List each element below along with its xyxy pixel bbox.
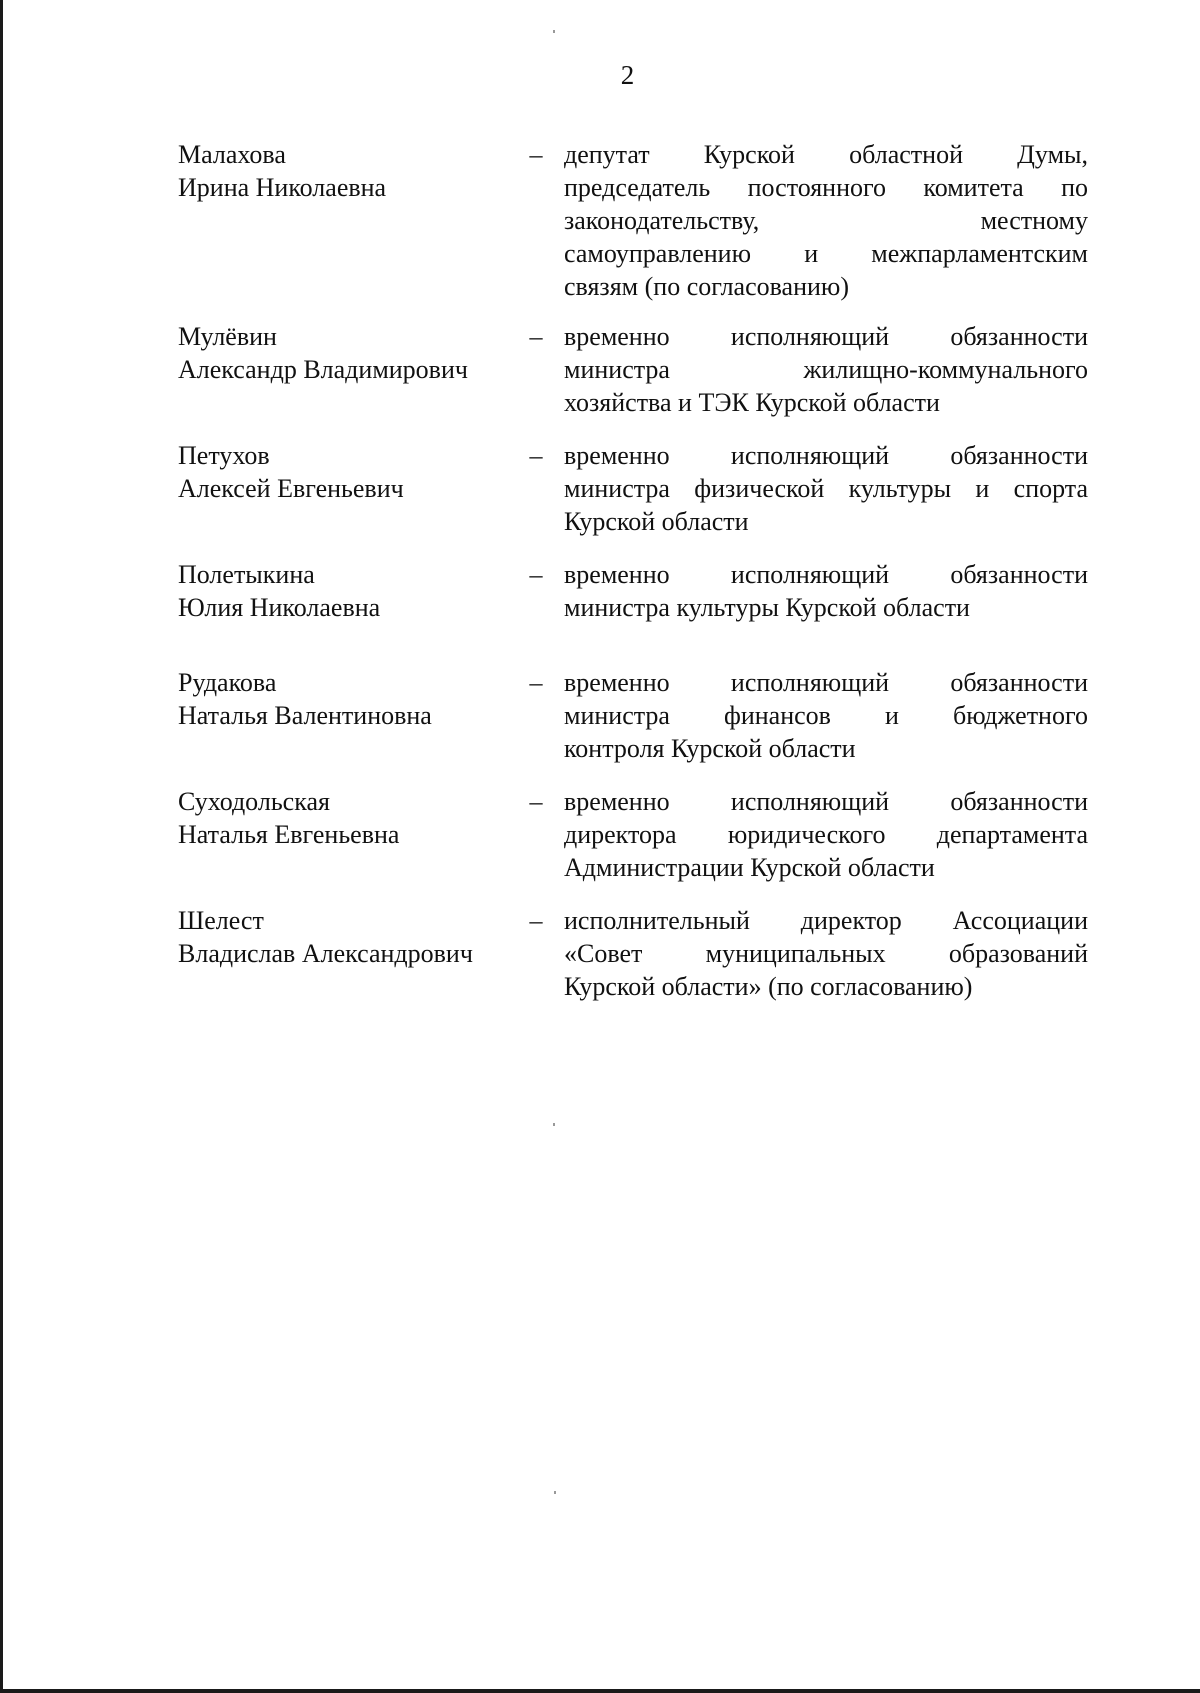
member-role-line: исполнительный директор Ассоциации: [564, 906, 1088, 935]
member-role-line: хозяйства и ТЭК Курской области: [564, 388, 940, 417]
member-dash: –: [529, 668, 543, 697]
member-given-names: Алексей Евгеньевич: [178, 474, 404, 503]
member-role: [564, 558, 1088, 624]
scan-speck: [553, 30, 555, 33]
member-role-line: связям (по согласованию): [564, 272, 850, 301]
member-role-line: временно исполняющий обязанности: [564, 560, 1088, 589]
member-name: [178, 785, 518, 851]
member-name: [178, 666, 518, 732]
member-surname: Малахова: [178, 140, 286, 169]
member-given-names: Наталья Валентиновна: [178, 701, 432, 730]
member-given-names: Александр Владимирович: [178, 355, 468, 384]
member-role: [564, 320, 1088, 419]
member-dash: –: [529, 560, 543, 589]
member-surname: Шелест: [178, 906, 264, 935]
member-name: [178, 138, 518, 204]
member-given-names: Юлия Николаевна: [178, 593, 381, 622]
member-role-line: самоуправлению и межпарламентским: [564, 239, 1088, 268]
member-role-line: министра финансов и бюджетного: [564, 701, 1088, 730]
member-role-line: депутат Курской областной Думы,: [564, 140, 1088, 169]
member-surname: Рудакова: [178, 668, 277, 697]
member-role-line: временно исполняющий обязанности: [564, 441, 1088, 470]
scan-edge-left: [0, 0, 3, 1693]
member-name: [178, 320, 518, 386]
member-role: [564, 439, 1088, 538]
member-role-line: Администрации Курской области: [564, 853, 935, 882]
member-surname: Суходольская: [178, 787, 330, 816]
member-dash: –: [529, 787, 543, 816]
member-role-line: директора юридического департамента: [564, 820, 1088, 849]
member-role-line: министра жилищно-коммунального: [564, 355, 1088, 384]
member-role-line: министра физической культуры и спорта: [564, 474, 1088, 503]
scan-speck: [553, 1123, 555, 1126]
member-dash: –: [529, 441, 543, 470]
scan-speck: [554, 1491, 556, 1494]
member-role: [564, 138, 1088, 303]
member-role-line: председатель постоянного комитета по: [564, 173, 1088, 202]
member-surname: Петухов: [178, 441, 270, 470]
member-role-line: временно исполняющий обязанности: [564, 668, 1088, 697]
scan-edge-bottom: [0, 1689, 1200, 1693]
member-name: [178, 439, 518, 505]
member-role-line: временно исполняющий обязанности: [564, 322, 1088, 351]
member-dash: –: [529, 906, 543, 935]
member-role-line: временно исполняющий обязанности: [564, 787, 1088, 816]
member-role-line: «Совет муниципальных образований: [564, 939, 1088, 968]
member-surname: Мулёвин: [178, 322, 277, 351]
member-role: [564, 785, 1088, 884]
member-role-line: Курской области» (по согласованию): [564, 972, 973, 1001]
member-role: [564, 904, 1088, 1003]
member-given-names: Наталья Евгеньевна: [178, 820, 400, 849]
member-role-line: законодательству, местному: [564, 206, 1088, 235]
member-dash: –: [529, 322, 543, 351]
member-dash: –: [529, 140, 543, 169]
member-role: [564, 666, 1088, 765]
member-name: [178, 558, 518, 624]
member-given-names: Ирина Николаевна: [178, 173, 387, 202]
member-role-line: министра культуры Курской области: [564, 593, 970, 622]
member-surname: Полетыкина: [178, 560, 315, 589]
member-role-line: Курской области: [564, 507, 749, 536]
member-name: [178, 904, 518, 970]
member-role-line: контроля Курской области: [564, 734, 856, 763]
member-given-names: Владислав Александрович: [178, 939, 473, 968]
page-number: 2: [620, 60, 635, 90]
